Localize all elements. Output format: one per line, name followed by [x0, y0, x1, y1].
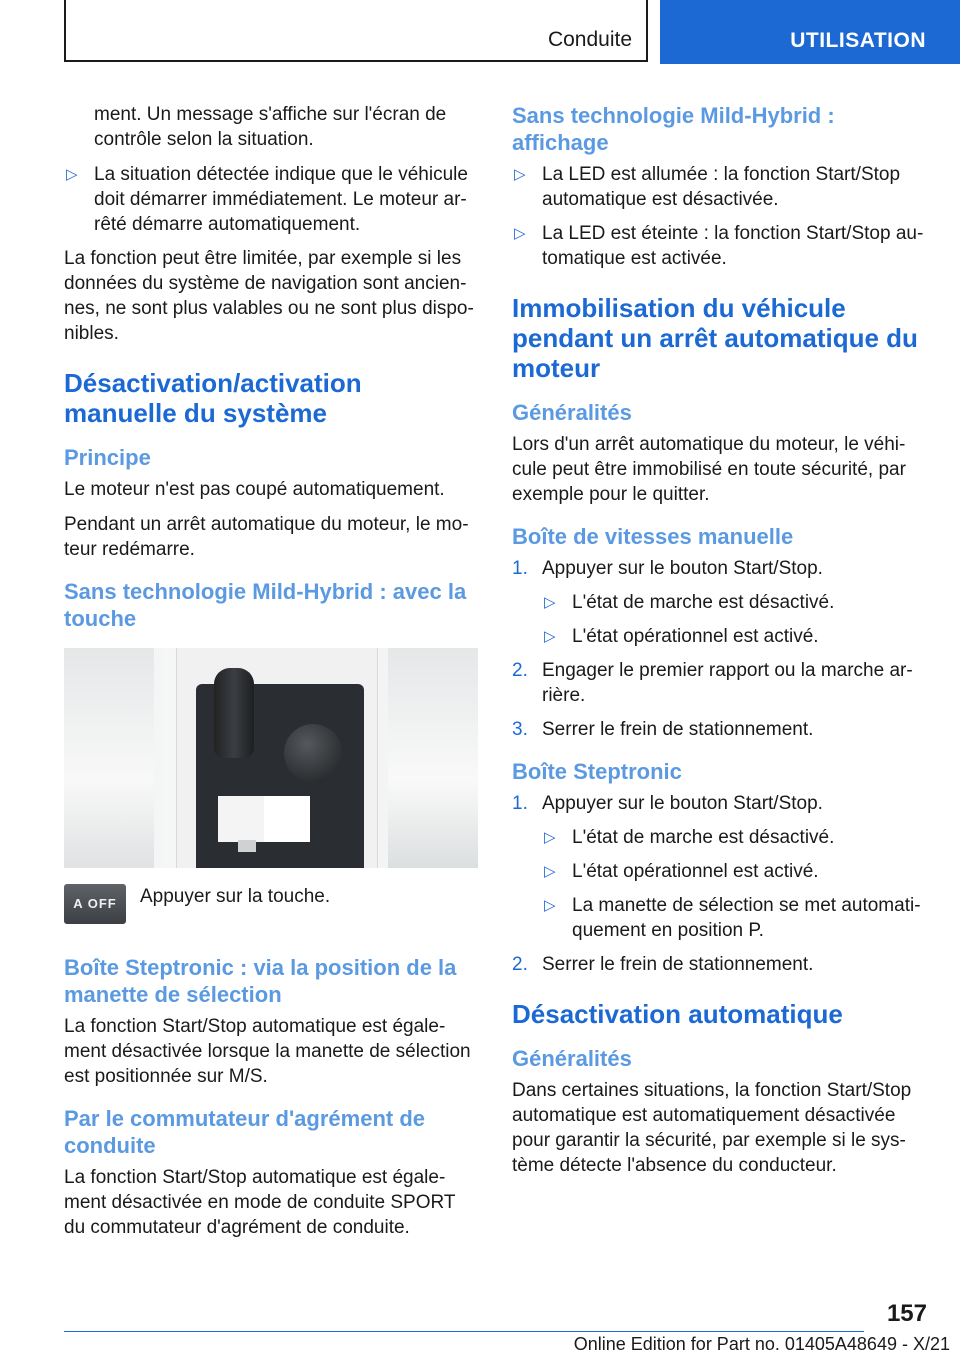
edition-footer: Online Edition for Part no. 01405A48649 - X/21 [573, 1334, 950, 1354]
paragraph: La fonction Start/Stop automatique est égale‐ment désactivée en mode de conduite SPORT du commutateur d'agrément de conduite. [64, 1167, 456, 1238]
step-text: Serrer le frein de stationnement. [542, 719, 814, 740]
console-key [218, 796, 264, 842]
list-item-text: L'état de marche est désactivé. [572, 827, 835, 848]
list-item-text: L'état opérationnel est activé. [572, 626, 819, 647]
list-item [512, 221, 924, 271]
numbered-item [512, 717, 924, 742]
left-seat [64, 648, 154, 868]
step-text: Appuyer sur le bouton Start/Stop. [542, 558, 823, 579]
triangle-bullet-icon: ▷ [514, 225, 526, 242]
list-item [512, 162, 924, 212]
triangle-bullet-icon: ▷ [66, 166, 78, 183]
list-item-text: L'état opérationnel est activé. [572, 861, 819, 882]
step-text: Engager le premier rapport ou la marche ar‐rière. [542, 660, 913, 706]
start-stop-off-button [238, 840, 256, 852]
step-number: 3. [512, 719, 528, 740]
list-item [542, 825, 924, 850]
triangle-bullet-icon: ▷ [544, 897, 556, 914]
triangle-bullet-icon: ▷ [544, 594, 556, 611]
triangle-bullet-icon: ▷ [544, 628, 556, 645]
paragraph: La fonction peut être limitée, par exemple si les données du système de navigation sont ancien‐nes, ne sont plus valables ou ne sont plus dispo‐nibles. [64, 248, 474, 344]
list-item-text: La manette de sélection se met automati‐quement en position P. [572, 895, 921, 941]
heading-generalites: Généralités [512, 400, 632, 425]
heading-auto-deactivation: Désactivation automatique [512, 999, 843, 1029]
heading-principe: Principe [64, 445, 151, 470]
list-item [64, 162, 478, 237]
heading-driving-switch: Par le commutateur d'agrément de conduite [64, 1106, 426, 1158]
page-number: 157 [886, 1300, 927, 1327]
list-item [542, 590, 924, 615]
heading-manual-deactivation: Désactivation/activation manuelle du système [64, 368, 362, 428]
left-column [64, 102, 478, 1250]
paragraph: Pendant un arrêt automatique du moteur, le mo‐teur redémarre. [64, 514, 469, 560]
idrive-controller [284, 724, 342, 782]
list-item [542, 624, 924, 649]
list-item-text: La LED est éteinte : la fonction Start/Stop au‐tomatique est activée. [542, 223, 924, 269]
step-text: Serrer le frein de stationnement. [542, 954, 814, 975]
triangle-bullet-icon: ▷ [544, 863, 556, 880]
paragraph: Lors d'un arrêt automatique du moteur, le véhi‐cule peut être immobilisé en toute sécurité, par exemple pour le quitter. [512, 434, 906, 505]
key-instruction-text: Appuyer sur la touche. [140, 886, 331, 907]
paragraph: Le moteur n'est pas coupé automatiquement. [64, 479, 445, 500]
step-number: 1. [512, 558, 528, 579]
right-column [512, 102, 924, 1188]
list-item-text: La situation détectée indique que le véhicule doit démarrer immédiatement. Le moteur ar‐rêté démarre automatiquement. [94, 164, 468, 235]
heading-with-button: Sans technologie Mild-Hybrid : avec la touche [64, 579, 467, 631]
heading-immobilisation: Immobilisation du véhicule pendant un arrêt automatique du moteur [512, 293, 918, 383]
step-text: Appuyer sur le bouton Start/Stop. [542, 793, 823, 814]
numbered-item [512, 791, 924, 816]
step-number: 2. [512, 660, 528, 681]
triangle-bullet-icon: ▷ [544, 829, 556, 846]
step-number: 2. [512, 954, 528, 975]
auto-start-stop-off-icon: A OFF [64, 884, 126, 924]
center-console-photo [64, 648, 478, 868]
heading-display: Sans technologie Mild-Hybrid : affichage [512, 103, 835, 155]
numbered-item [512, 658, 924, 708]
gear-selector-lever [214, 668, 254, 758]
paragraph: Dans certaines situations, la fonction Start/Stop automatique est automatiquement désactivée pour garantir la sécurité, par exemple si le sys‐tème détecte l'absence du conducteur. [512, 1080, 912, 1176]
heading-generalites: Généralités [512, 1046, 632, 1071]
page-header [0, 0, 960, 66]
numbered-item [512, 952, 924, 977]
right-seat [388, 648, 478, 868]
chapter-tab [660, 0, 960, 64]
heading-steptronic: Boîte Steptronic [512, 759, 682, 784]
heading-manual-gearbox: Boîte de vitesses manuelle [512, 524, 794, 549]
list-item-text: La LED est allumée : la fonction Start/Stop automatique est désactivée. [542, 164, 901, 210]
continued-text: ment. Un message s'affiche sur l'écran de contrôle selon la situation. [94, 104, 447, 150]
list-item [542, 893, 924, 943]
list-item [542, 859, 924, 884]
step-number: 1. [512, 793, 528, 814]
triangle-bullet-icon: ▷ [514, 166, 526, 183]
list-item-text: L'état de marche est désactivé. [572, 592, 835, 613]
console-key [264, 796, 310, 842]
key-instruction [64, 882, 478, 938]
numbered-item [512, 556, 924, 581]
paragraph: La fonction Start/Stop automatique est égale‐ment désactivée lorsque la manette de sélection est positionnée sur M/S. [64, 1016, 471, 1087]
section-title: Conduite [547, 28, 632, 51]
chapter-title: UTILISATION [790, 29, 926, 52]
heading-steptronic-selector: Boîte Steptronic : via la position de la manette de sélection [64, 955, 457, 1007]
section-tab [64, 0, 648, 62]
footer-divider [64, 1331, 864, 1332]
